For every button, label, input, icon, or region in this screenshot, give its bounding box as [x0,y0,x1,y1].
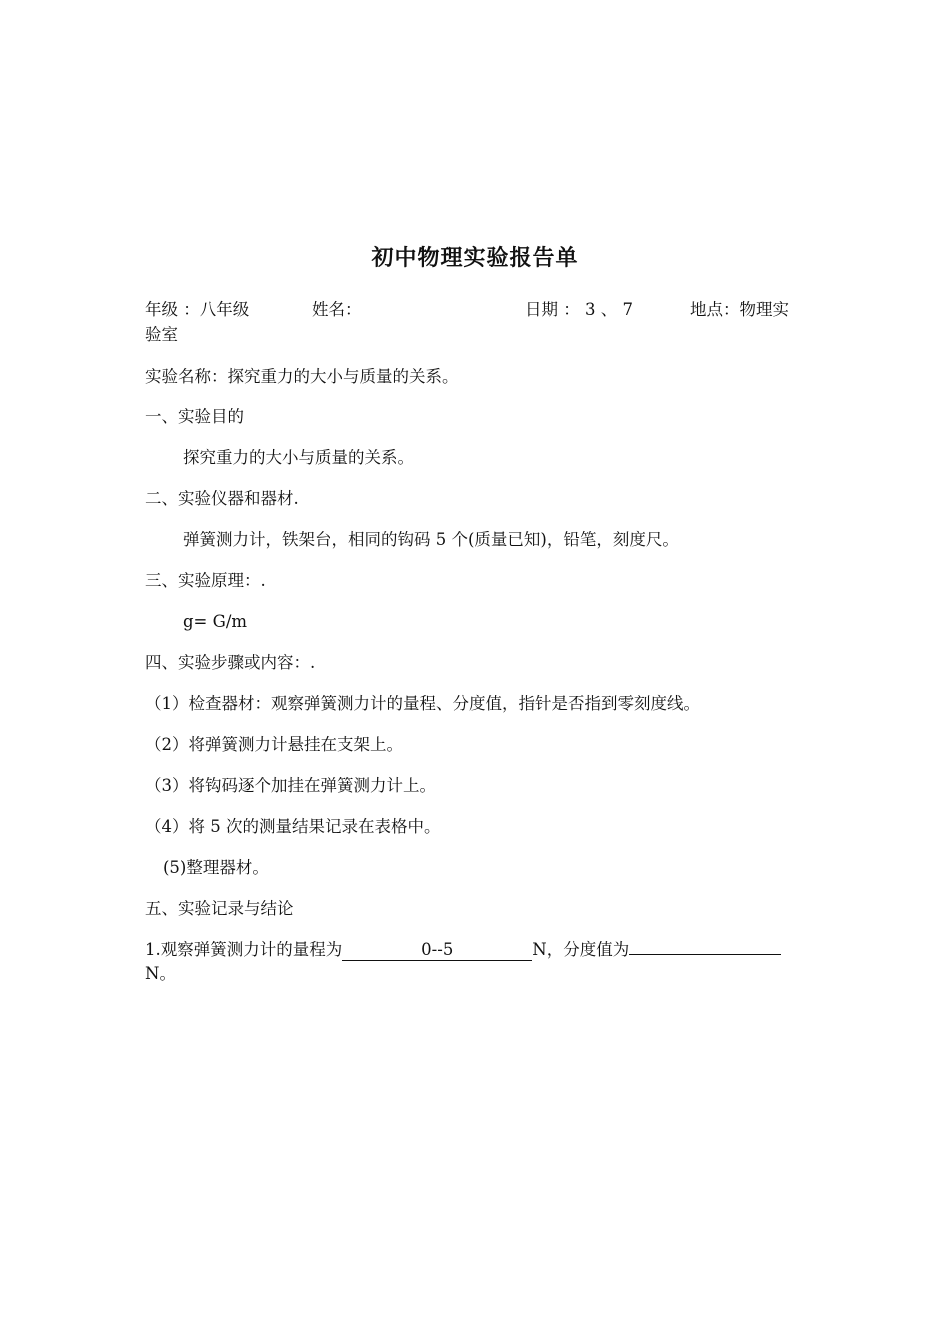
section-3-body: g= G/m [183,612,248,631]
experiment-name: 实验名称：探究重力的大小与质量的关系。 [145,367,459,386]
step-1: （1）检查器材：观察弹簧测力计的量程、分度值，指针是否指到零刻度线。 [145,694,700,713]
location-field: 地点：物理实 [690,300,789,319]
section-1-heading: 一、实验目的 [145,407,244,426]
step-5: (5)整理器材。 [163,858,269,877]
division-blank [629,954,781,955]
name-field: 姓名： [312,300,362,319]
section-2-body: 弹簧测力计，铁架台，相同的钩码 5 个(质量已知)，铅笔，刻度尺。 [183,530,679,549]
step-3: （3）将钩码逐个加挂在弹簧测力计上。 [145,776,436,795]
location-field-continued: 验室 [145,325,178,344]
section-5-heading: 五、实验记录与结论 [145,899,294,918]
section-4-heading: 四、实验步骤或内容：. [145,653,316,672]
section-3-heading: 三、实验原理：. [145,571,266,590]
grade-field: 年级 ：八年级 [145,300,250,319]
record-line-2: N。 [145,964,176,983]
record-mid: N，分度值为 [532,940,630,959]
section-1-body: 探究重力的大小与质量的关系。 [183,448,414,467]
step-2: （2）将弹簧测力计悬挂在支架上。 [145,735,403,754]
header-row [0,298,950,322]
page-title: 初中物理实验报告单 [371,245,579,271]
section-2-heading: 二、实验仪器和器材. [145,489,299,508]
record-line-1 [145,938,781,962]
date-field: 日期 ： 3 、 7 [525,300,633,319]
record-prefix: 1.观察弹簧测力计的量程为 [145,940,343,959]
range-blank: 0--5 [342,940,532,961]
step-4: （4）将 5 次的测量结果记录在表格中。 [145,817,441,836]
